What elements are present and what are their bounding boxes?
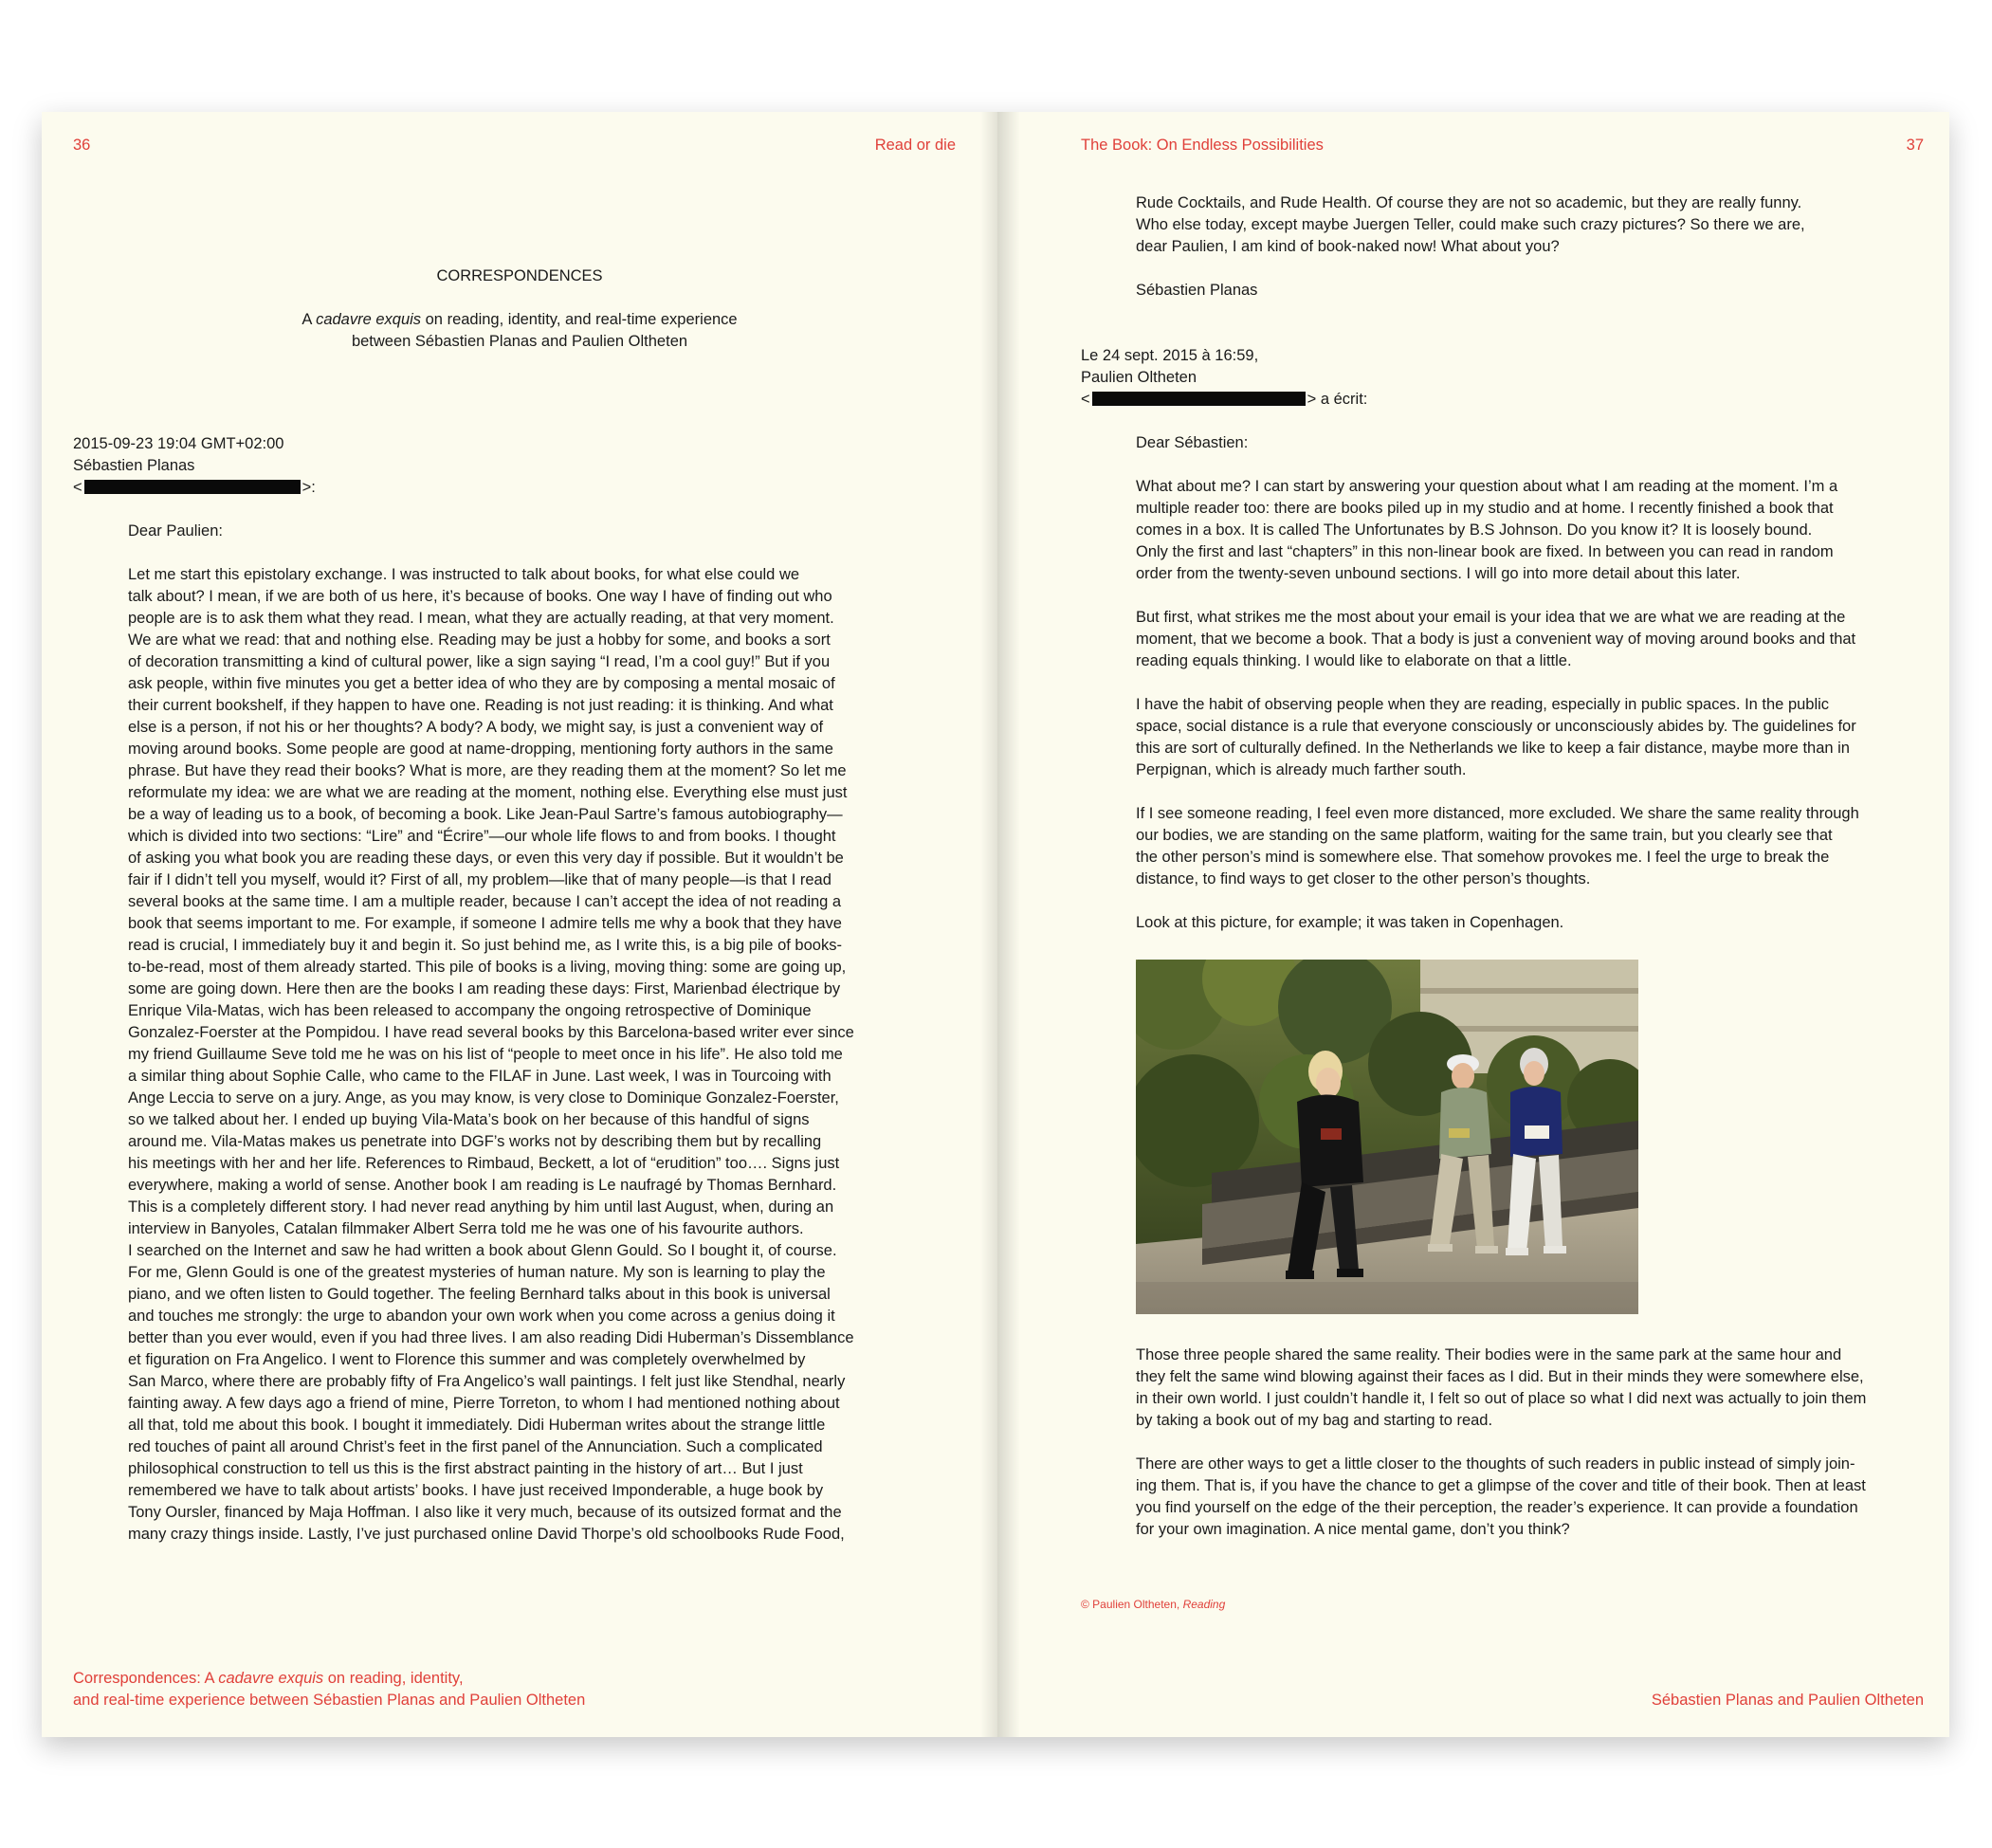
reply-date: Le 24 sept. 2015 à 16:59, (1081, 347, 1259, 364)
email-address: < >: (73, 479, 316, 496)
body-line: reading equals thinking. I would like to elaborate on that a little. (1136, 652, 1572, 669)
salutation-right: Dear Sébastien: (1136, 434, 1249, 451)
body-line: Only the first and last “chapters” in this non-linear book are fixed. In between you can read in random (1136, 543, 1834, 560)
body-line: their current bookshelf, if they happen to have one. Reading is not just reading: it is thinking. And what (128, 697, 833, 714)
body-line: Those three people shared the same reality. Their bodies were in the same park at the same hour and (1136, 1346, 1842, 1363)
right-page (997, 112, 1949, 1737)
email-header-right (1081, 345, 1367, 411)
reply-sender: Paulien Oltheten (1081, 369, 1197, 386)
paragraph (1136, 912, 1859, 934)
body-line: his meetings with her and her life. References to Rimbaud, Beckett, a lot of “erudition” too…. Signs just (128, 1155, 840, 1172)
body-line: We are what we read: that and nothing else. Reading may be just a hobby for some, and books a sort (128, 631, 831, 649)
redacted-email (1092, 392, 1306, 406)
body-line: phrase. But have they read their books? What is more, are they reading them at the moment? So let me (128, 762, 847, 779)
body-line: space, social distance is a rule that everyone consciously or unconsciously abides by. The guidelines for (1136, 718, 1856, 735)
footer-left: Correspondences: A cadavre exquis on reading, identity, and real-time experience between Sébastien Planas and Paulien Oltheten (73, 1670, 586, 1709)
body-line: they felt the same wind blowing against their faces as I did. But in their minds they were somewhere else, (1136, 1368, 1864, 1385)
body-line: moment, that we become a book. That a body is just a convenient way of moving around books and that (1136, 631, 1856, 648)
letter-body-right-continued (1136, 1345, 1866, 1563)
body-line: This is a completely different story. I had never read anything by him until last August, when, during an (128, 1198, 834, 1216)
gutter-shadow (980, 112, 997, 1737)
body-line: so we talked about her. I ended up buying Vila-Mata’s book on her because of this handful of signs (128, 1111, 810, 1128)
body-line: fainting away. A few days ago a friend of mine, Pierre Torreton, to whom I had mentioned nothing about (128, 1395, 840, 1412)
paragraph (1136, 476, 1859, 585)
body-line: in their own world. I just couldn’t handle it, I felt so out of place so what I did next was actually to join them (1136, 1390, 1867, 1407)
body-line: this are sort of culturally defined. In the Netherlands we like to keep a fair distance, maybe more than in (1136, 740, 1850, 757)
body-line: order from the twenty-seven unbound sections. I will go into more detail about this later. (1136, 565, 1741, 582)
gutter-shadow (997, 112, 1020, 1737)
body-line: which is divided into two sections: “Lire” and “Écrire”—our whole life flows to and from books. I thought (128, 828, 836, 845)
paragraph (1136, 1454, 1866, 1541)
body-line: all that, told me about this book. I bought it immediately. Didi Huberman writes about the strange little (128, 1417, 826, 1434)
body-line: reformulate my idea: we are what we are reading at the moment, nothing else. Everything else must just (128, 784, 848, 801)
body-line: book that seems important to me. For example, if someone I admire tells me why a book that they have (128, 915, 842, 932)
photo-credit: © Paulien Oltheten, Reading (1081, 1598, 1226, 1611)
body-line: multiple reader too: there are books piled up in my studio and at home. I recently finished a book that (1136, 500, 1834, 517)
reply-address: < > a écrit: (1081, 391, 1368, 408)
body-line: to-be-read, most of them already started. This pile of books is a living, moving thing: some are going up, (128, 959, 847, 976)
body-line: around me. Vila-Matas makes us penetrate into DGF’s works not by describing them but by recalling (128, 1133, 822, 1150)
body-line: interview in Banyoles, Catalan filmmaker Albert Serra told me he was one of his favourite authors. (128, 1220, 804, 1237)
body-line: the other person’s mind is somewhere else. That somehow provokes me. I feel the urge to break the (1136, 849, 1830, 866)
letter-body-left (128, 564, 981, 1546)
letter-body-right (1136, 476, 1859, 956)
email-sender: Sébastien Planas (73, 457, 195, 474)
body-line: What about me? I can start by answering your question about what I am reading at the moment. I’m a (1136, 478, 1838, 495)
email-header-left (73, 433, 316, 499)
body-line: you find yourself on the edge of the their perception, the reader’s experience. It can provide a foundation (1136, 1499, 1858, 1516)
signature: Sébastien Planas (1136, 282, 1258, 299)
article-subtitle: A cadavre exquis on reading, identity, and real-time experience between Sébastien Planas and Paulien Oltheten (302, 311, 738, 350)
running-header-right: The Book: On Endless Possibilities (1081, 137, 1324, 154)
left-page (42, 112, 997, 1737)
body-line: There are other ways to get a little closer to the thoughts of such readers in public instead of simply join- (1136, 1455, 1855, 1473)
body-line: several books at the same time. I am a multiple reader, because I can’t accept the idea of not reading a (128, 893, 842, 910)
body-line: talk about? I mean, if we are both of us here, it’s because of books. One way I have of finding out who (128, 588, 832, 605)
body-line: red touches of paint all around Christ’s feet in the first panel of the Annunciation. Such a complicated (128, 1438, 823, 1455)
body-line: Who else today, except maybe Juergen Teller, could make such crazy pictures? So there we are, (1136, 216, 1805, 233)
running-header-left: Read or die (874, 137, 956, 154)
body-line: of decoration transmitting a kind of cultural power, like a sign saying “I read, I’m a cool guy!” But if you (128, 653, 831, 670)
body-line: Look at this picture, for example; it was taken in Copenhagen. (1136, 914, 1564, 931)
salutation-left: Dear Paulien: (128, 522, 223, 540)
body-line: and touches me strongly: the urge to abandon your own work when you come across a genius doing it (128, 1308, 835, 1325)
body-line: distance, to find ways to get closer to the other person’s thoughts. (1136, 870, 1591, 887)
body-line: fair if I didn’t tell you myself, would it? First of all, my problem—like that of many people—is that I read (128, 871, 832, 888)
body-line: ask people, within five minutes you get a better idea of who they are by composing a mental mosaic of (128, 675, 835, 692)
body-line: better than you ever would, even if you had three lives. I am also reading Didi Huberman’s Dissemblance (128, 1329, 854, 1346)
body-line: Let me start this epistolary exchange. I was instructed to talk about books, for what else could we (128, 566, 800, 583)
body-line: people are is to ask them what they read. I mean, what they are actually reading, at that very moment. (128, 610, 834, 627)
body-line: of asking you what book you are reading these days, or even this very day if possible. But it wouldn’t be (128, 850, 844, 867)
body-line: ing them. That is, if you have the chance to get a glimpse of the cover and title of their book. Then at least (1136, 1477, 1866, 1494)
body-line: For me, Glenn Gould is one of the greatest mysteries of human nature. My son is learning to play the (128, 1264, 826, 1281)
body-line: I have the habit of observing people when they are reading, especially in public spaces. In the public (1136, 696, 1830, 713)
body-line: Ange Leccia to serve on a jury. Ange, as you may know, is very close to Dominique Gonzalez-Foerster, (128, 1089, 839, 1107)
paragraph (1136, 1345, 1866, 1432)
page-number-left: 36 (73, 137, 91, 154)
body-line: comes in a box. It is called The Unfortunates by B.S Johnson. Do you know it? It is loosely bound. (1136, 521, 1813, 539)
body-line: remembered we have to talk about artists’ books. I have just received Imponderable, a huge book by (128, 1482, 824, 1499)
body-line: philosophical construction to tell us this is the first abstract painting in the history of art… But I just (128, 1460, 803, 1477)
body-line: If I see someone reading, I feel even more distanced, more excluded. We share the same reality through (1136, 805, 1859, 822)
body-line: Tony Oursler, financed by Maja Hoffman. I also like it very much, because of its outsized format and the (128, 1504, 842, 1521)
paragraph (1136, 803, 1859, 890)
body-line: moving around books. Some people are good at name-dropping, mentioning forty authors in the same (128, 741, 833, 758)
body-line: But first, what strikes me the most about your email is your idea that we are what we are reading at the (1136, 609, 1846, 626)
body-line: Gonzalez-Foerster at the Pompidou. I have read several books by this Barcelona-based writer ever since (128, 1024, 854, 1041)
paragraph (1136, 694, 1859, 781)
body-line: et figuration on Fra Angelico. I went to Florence this summer and was completely overwhelmed by (128, 1351, 806, 1368)
footer-right: Sébastien Planas and Paulien Oltheten (1651, 1692, 1924, 1709)
body-line: a similar thing about Sophie Calle, who came to the FILAF in June. Last week, I was in Tourcoing with (128, 1068, 832, 1085)
body-line: dear Paulien, I am kind of book-naked now! What about you? (1136, 238, 1560, 255)
body-line: be a way of leading us to a book, of becoming a book. Like Jean-Paul Sartre’s famous autobiography— (128, 806, 843, 823)
body-line: many crazy things inside. Lastly, I’ve just purchased online David Thorpe’s old schoolbooks Rude Food, (128, 1526, 845, 1543)
body-line: for your own imagination. A nice mental game, don’t you think? (1136, 1521, 1570, 1538)
body-line: my friend Guillaume Seve told me he was on his list of “people to meet once in his life”. He also told me (128, 1046, 843, 1063)
body-line: everywhere, making a world of sense. Another book I am reading is Le naufragé by Thomas Bernhard. (128, 1177, 837, 1194)
redacted-email (84, 480, 301, 494)
body-line: else is a person, if not his or her thoughts? A body? A body, we might say, is just a convenient way of (128, 719, 824, 736)
article-title: CORRESPONDENCES (436, 267, 603, 284)
paragraph (1136, 607, 1859, 672)
body-line: Enrique Vila-Matas, wich has been released to accompany the ongoing retrospective of Dominique (128, 1002, 812, 1019)
body-line: by taking a book out of my bag and starting to read. (1136, 1412, 1493, 1429)
body-line: our bodies, we are standing on the same platform, waiting for the same train, but you clearly see that (1136, 827, 1833, 844)
body-line: I searched on the Internet and saw he had written a book about Glenn Gould. So I bought it, of course. (128, 1242, 837, 1259)
page-number-right: 37 (1906, 137, 1924, 154)
letter-continued (1136, 192, 1805, 258)
body-line: Perpignan, which is already much farther south. (1136, 761, 1467, 778)
body-line: some are going down. Here then are the books I am reading these days: First, Marienbad électrique by (128, 980, 841, 997)
body-line: Rude Cocktails, and Rude Health. Of course they are not so academic, but they are really funny. (1136, 194, 1802, 211)
email-date: 2015-09-23 19:04 GMT+02:00 (73, 435, 284, 452)
body-line: piano, and we often listen to Gould together. The feeling Bernhard talks about in this book is universal (128, 1286, 831, 1303)
reading-photo (1136, 960, 1638, 1314)
body-line: San Marco, where there are probably fifty of Fra Angelico’s wall paintings. I felt just like Stendhal, nearly (128, 1373, 846, 1390)
body-line: read is crucial, I immediately buy it and begin it. So just behind me, as I write this, is a big pile of books- (128, 937, 842, 954)
